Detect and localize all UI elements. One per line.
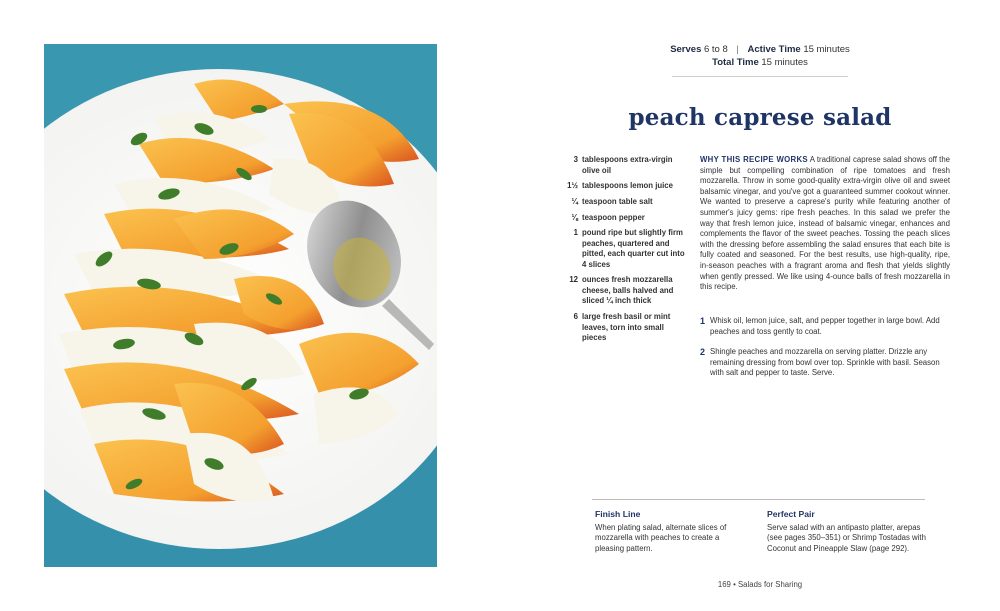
section-name: Salads for Sharing	[737, 580, 803, 589]
ingredient-list	[560, 155, 688, 349]
ingredient-quantity: 3	[573, 155, 578, 164]
step-number: 2	[700, 347, 706, 358]
page-number: 169	[717, 580, 731, 589]
serves-label: Serves	[670, 44, 702, 55]
ingredient-quantity: 1½	[567, 181, 578, 191]
active-time-label: Active Time	[747, 44, 801, 55]
tips-divider	[592, 499, 925, 500]
total-time-value: 15 minutes	[761, 57, 808, 68]
ingredient-item	[560, 275, 688, 307]
recipe-meta	[600, 43, 920, 69]
salad-photo-illustration	[44, 44, 437, 567]
ingredient-item	[560, 181, 688, 192]
serves-value: 6 to 8	[704, 44, 728, 55]
step-item	[700, 316, 950, 337]
active-time-value: 15 minutes	[803, 44, 850, 55]
finish-line-heading: Finish Line	[595, 509, 641, 519]
why-heading: WHY THIS RECIPE WORKS	[700, 155, 808, 164]
ingredient-quantity: ¼	[571, 196, 578, 206]
ingredient-item	[560, 213, 688, 224]
ingredient-text: teaspoon pepper	[582, 212, 645, 222]
ingredient-item	[560, 228, 688, 270]
ingredient-text: pound ripe but slightly firm peaches, quartered and pitted, each quarter cut into 4 slices	[582, 228, 685, 269]
meta-separator: |	[736, 44, 739, 55]
ingredient-item	[560, 197, 688, 208]
ingredient-text: tablespoons lemon juice	[582, 181, 673, 191]
footer-bullet: •	[733, 580, 736, 589]
ingredient-text: teaspoon table salt	[582, 196, 653, 206]
ingredient-text: large fresh basil or mint leaves, torn into small pieces	[582, 312, 671, 343]
ingredient-quantity: 6	[573, 312, 578, 322]
meta-line-1	[600, 43, 920, 56]
step-item	[700, 347, 950, 379]
ingredient-item	[560, 312, 688, 344]
why-body: A traditional caprese salad shows off the simple but compelling combination of ripe tomatoes and fresh mozzarella. Throw in some good-quality extra-virgin olive oil and sweet balsamic vinegar, and you've got a guaranteed summer cookout winner. We wanted to preserve a caprese's purity while featuring another of summer's juicy gems: ripe fresh peaches. In this salad we prefer the way that fresh lemon juice, instead of balsamic vinegar, enhances and complements the flavor of the sweet peaches. Tossing the peach slices with the dressing before assembling the salad ensures that each bite is fully coated and seasoned. For the best results, use high-quality, ripe, in-season peaches with a fragrant aroma and flesh that yields slightly when gently pressed. We like using 4-ounce balls of fresh mozzarella in this recipe.	[700, 155, 950, 292]
step-number: 1	[700, 316, 706, 326]
perfect-pair-tip	[767, 509, 927, 554]
meta-line-2	[600, 56, 920, 69]
meta-divider	[672, 76, 848, 77]
ingredient-quantity: 1	[573, 228, 578, 238]
finish-line-tip	[595, 509, 730, 554]
why-this-recipe-works	[700, 155, 950, 293]
ingredient-quantity: ⅛	[571, 212, 578, 222]
recipe-title: peach caprese salad	[628, 104, 892, 131]
recipe-steps	[700, 316, 950, 389]
ingredient-text: tablespoons extra-virgin olive oil	[582, 155, 673, 175]
ingredient-quantity: 12	[569, 275, 578, 285]
page-footer	[600, 580, 920, 589]
perfect-pair-heading: Perfect Pair	[767, 509, 815, 519]
finish-line-body: When plating salad, alternate slices of mozzarella with peaches to create a pleasing pattern.	[595, 522, 727, 553]
step-text: Shingle peaches and mozzarella on serving platter. Drizzle any remaining dressing from bowl over top. Sprinkle with basil. Season with salt and pepper to taste. Serve.	[710, 347, 940, 378]
total-time-label: Total Time	[712, 57, 759, 68]
step-text: Whisk oil, lemon juice, salt, and pepper together in large bowl. Add peaches and toss gently to coat.	[710, 316, 940, 336]
salad-photo	[44, 44, 437, 567]
ingredient-text: ounces fresh mozzarella cheese, balls halved and sliced ¼ inch thick	[582, 275, 674, 306]
ingredient-item	[560, 155, 688, 176]
perfect-pair-body: Serve salad with an antipasto platter, arepas (see pages 350–351) or Shrimp Tostadas with Coconut and Pineapple Slaw (page 292).	[767, 522, 926, 553]
